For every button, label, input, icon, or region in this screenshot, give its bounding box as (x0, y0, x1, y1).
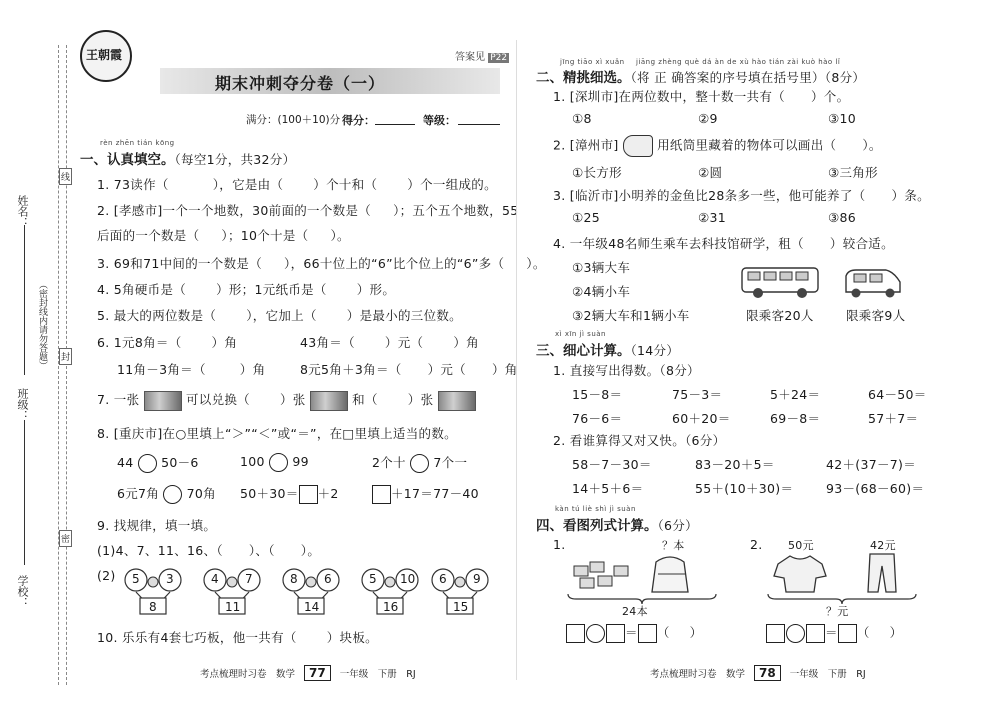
q-text: ）、（ (248, 543, 275, 558)
heading-note: （6分） (657, 518, 698, 533)
calc-item[interactable]: 75－3＝ (672, 387, 723, 402)
problem-1-unknown: ？本 (662, 539, 685, 552)
option-2-3-a[interactable]: ①25 (572, 210, 601, 225)
flower-right-number: 6 (324, 572, 332, 586)
q-text: 7个一 (433, 455, 468, 470)
answer-page-badge: P22 (490, 53, 508, 63)
flower-right-number: 3 (166, 572, 174, 586)
answer-box[interactable] (638, 624, 657, 643)
q-text: 3. 69和71中间的一个数是（ (97, 256, 263, 271)
operator-circle[interactable] (586, 624, 605, 643)
flower-left-number: 6 (439, 572, 447, 586)
q-text: ）形。 (356, 282, 396, 297)
q-text: 2. [孝感市]一个一个地数，30前面的一个数是（ (97, 203, 372, 218)
problem-2-price-a: 50元 (788, 539, 814, 552)
flower-sum-number: 14 (304, 600, 320, 614)
flower-left-number: 5 (132, 572, 140, 586)
flower-sum-number: 15 (453, 600, 469, 614)
calc-item[interactable]: 15－8＝ (572, 387, 623, 402)
heading-note: （14分） (630, 343, 680, 358)
option-2-3-b[interactable]: ②31 (698, 210, 727, 225)
q-text: 10. 乐乐有4套七巧板，他一共有（ (97, 630, 297, 645)
answer-box[interactable] (566, 624, 585, 643)
school-label: 学校： (16, 575, 29, 608)
calc-item[interactable]: 57＋7＝ (868, 411, 919, 426)
answer-box[interactable] (372, 485, 391, 504)
bus-capacity: 限乘客20人 (746, 308, 814, 323)
question-1-9: 9. 找规律，填一填。 (97, 518, 217, 533)
section-2-heading (536, 66, 865, 86)
q-text: 44 (117, 455, 134, 470)
compare-row-1c (372, 453, 467, 473)
q-text: ）。 (300, 543, 321, 558)
binding-line (58, 45, 59, 685)
heading-text: 三、细心计算。 (536, 343, 631, 359)
q-text: 6元7角 (117, 486, 160, 501)
question-1-5 (97, 306, 462, 324)
q-text: 4. 5角硬币是（ (97, 282, 187, 297)
problem-1-equation: ＝ （ ） (566, 623, 702, 643)
question-1-9-1 (97, 541, 320, 559)
question-1-10 (97, 628, 378, 646)
calc-item[interactable]: 58－7－30＝ (572, 457, 652, 472)
question-1-8: 8. [重庆市]在○里填上“＞”“＜”或“＝”，在□里填上适当的数。 (97, 426, 457, 441)
flower-right-number: 7 (245, 572, 253, 586)
name-blank (24, 225, 26, 375)
flower-left-number: 5 (369, 572, 377, 586)
q-text: ）较合适。 (829, 236, 894, 251)
grade-label: 等级： (423, 114, 456, 127)
seal-mark: 密 (59, 530, 72, 547)
compare-row-1b (240, 453, 309, 472)
section-4-heading (536, 514, 698, 534)
q-text: 2. [漳州市] (553, 137, 619, 153)
question-2-3 (553, 186, 930, 204)
question-1-1 (97, 175, 497, 193)
option-2-1-b[interactable]: ②9 (698, 111, 718, 126)
question-1-2 (97, 201, 519, 219)
sub-question-3-1: 1. 直接写出得数。（8分） (553, 363, 700, 378)
section-1-heading (80, 148, 295, 168)
question-2-4 (553, 234, 894, 252)
operator-circle[interactable] (786, 624, 805, 643)
q-text: ）。 (330, 228, 350, 243)
q-text: ＋17＝77－40 (391, 486, 479, 501)
question-1-6a (97, 333, 237, 351)
q-text: 4. 一年级48名师生乘车去科技馆研学，租（ (553, 236, 804, 251)
question-1-6d (300, 360, 518, 378)
problem-1-total: 24本 (622, 605, 648, 618)
pinyin: rèn zhēn tián kōng (100, 139, 175, 147)
q-text: 50－6 (161, 455, 199, 470)
calc-item[interactable]: 64－50＝ (868, 387, 927, 402)
class-label: 班级： (16, 388, 29, 421)
question-1-6c (117, 360, 265, 378)
q-text: ）张 (407, 392, 434, 407)
q-text: 可以兑换（ (185, 392, 250, 407)
compare-row-2 (117, 484, 216, 504)
q-text: 3. [临沂市]小明养的金鱼比28条多一些，他可能养了（ (553, 188, 866, 203)
option-2-1-a[interactable]: ①8 (572, 111, 592, 126)
calc-item[interactable]: 69－8＝ (770, 411, 821, 426)
banknote-10-icon (438, 391, 476, 411)
compare-row-2b (240, 484, 339, 504)
q-text: ）角 (453, 335, 479, 350)
q-text: 6. 1元8角＝（ (97, 335, 182, 350)
q-text: ）个一组成的。 (407, 177, 497, 192)
section-3-heading (536, 339, 679, 359)
class-blank (24, 420, 26, 565)
page-number: 78 (754, 665, 781, 681)
problem-1-number: 1. (553, 537, 566, 552)
flower-left-number: 8 (290, 572, 298, 586)
answer-box[interactable] (299, 485, 318, 504)
q-text: ）角 (239, 362, 266, 377)
answer-box[interactable] (838, 624, 857, 643)
bus-icon (738, 262, 828, 302)
page-title: 期末冲刺夺分卷（一） (215, 74, 386, 93)
question-2-1 (553, 87, 849, 105)
footer-text: 考点梳理时习卷 数学 (650, 669, 746, 680)
option-2-3-c[interactable]: ③86 (828, 210, 857, 225)
q-text: 2个十 (372, 455, 406, 470)
banknote-50-icon (310, 391, 348, 411)
calc-item[interactable]: 5＋24＝ (770, 387, 821, 402)
heading-note: （将 正 确答案的序号填在括号里）（8分） (630, 70, 866, 85)
q-text: 8元5角＋3角＝（ (300, 362, 402, 377)
q-text: ），它是由（ (212, 177, 284, 192)
q-text: ），66十位上的“6”比个位上的“6”多（ (284, 256, 505, 271)
option-2-1-c[interactable]: ③10 (828, 111, 857, 126)
q-text: 1. 73读作（ (97, 177, 169, 192)
name-label: 姓名： (16, 195, 29, 228)
question-1-9-2: (2) (97, 568, 116, 583)
q-text: 后面的一个数是（ (97, 228, 200, 243)
q-text: ），它加上（ (246, 308, 317, 323)
q-text: (1)4、7、11、16、（ (97, 543, 223, 558)
flower-left-number: 4 (211, 572, 219, 586)
q-text: 43角＝（ (300, 335, 355, 350)
problem-2-total: ？元 (826, 605, 849, 618)
compare-circle[interactable] (138, 454, 157, 473)
question-1-7 (97, 390, 476, 411)
van-icon (840, 266, 906, 302)
q-text: ）个。 (810, 89, 850, 104)
question-1-2-cont (97, 226, 350, 244)
option-2-2-a[interactable]: ①长方形 (572, 165, 622, 180)
seal-mark: 封 (59, 348, 72, 365)
q-text: ）。 (862, 137, 882, 153)
q-text: ）角 (491, 362, 518, 377)
footer-text: 考点梳理时习卷 数学 (200, 669, 296, 680)
score-blank[interactable] (375, 124, 415, 125)
q-text: ）。 (526, 256, 546, 271)
heading-text: 二、精挑细选。 (536, 70, 631, 86)
calc-item[interactable]: 42＋(37－7)＝ (826, 457, 917, 472)
option-2-2-b[interactable]: ②圆 (698, 165, 723, 180)
answer-ref-text: 答案见 (455, 52, 485, 63)
q-text: 和（ (352, 392, 378, 407)
page-number: 77 (304, 665, 331, 681)
van-capacity: 限乘客9人 (846, 308, 906, 323)
footer-text: 一年级 下册 RJ (789, 669, 866, 680)
q-text: ）个十和（ (313, 177, 378, 192)
calc-item[interactable]: 14＋5＋6＝ (572, 481, 644, 496)
pinyin: kàn tú liè shì jì suàn (555, 505, 636, 513)
answer-box[interactable] (606, 624, 625, 643)
question-1-3 (97, 254, 546, 272)
heading-note: （每空1分，共32分） (174, 152, 296, 167)
q-text: 用纸筒里藏着的物体可以画出（ (657, 137, 837, 153)
problem-2-equation: ＝ （ ） (766, 623, 902, 643)
seal-mark: 线 (59, 168, 72, 185)
flower-right-number: 9 (473, 572, 481, 586)
score-line: 满分：(100＋10)分 (246, 114, 341, 126)
q-text: ）；10个十是（ (221, 228, 309, 243)
page-divider (516, 40, 517, 680)
question-1-4 (97, 280, 395, 298)
option-2-4-a[interactable]: ①3辆大车 (572, 260, 631, 275)
footer-left (200, 665, 416, 681)
compare-circle[interactable] (410, 454, 429, 473)
pinyin: xì xīn jì suàn (555, 330, 606, 338)
problem-2-number: 2. (750, 537, 763, 552)
q-text: 11角－3角＝（ (117, 362, 206, 377)
q-text: ）形；1元纸币是（ (216, 282, 327, 297)
option-2-2-c[interactable]: ③三角形 (828, 165, 878, 180)
pinyin: jīng tiāo xì xuǎn (560, 58, 625, 66)
q-text: ）条。 (891, 188, 930, 203)
heading-text: 一、认真填空。 (80, 152, 175, 168)
flower-sum-number: 11 (225, 600, 241, 614)
heading-text: 四、看图列式计算。 (536, 518, 658, 534)
pinyin: jiāng zhèng què dá àn de xù hào tián zài kuò hào lǐ (636, 58, 841, 66)
calc-item[interactable]: 55＋(10＋30)＝ (695, 481, 794, 496)
calc-item[interactable]: 76－6＝ (572, 411, 623, 426)
q-text: ）块板。 (326, 630, 378, 645)
binding-line (66, 45, 67, 685)
problem-2-price-b: 42元 (870, 539, 896, 552)
q-text: 7. 一张 (97, 392, 140, 407)
calc-item[interactable]: 60＋20＝ (672, 411, 731, 426)
compare-circle[interactable] (269, 453, 288, 472)
answer-box[interactable] (806, 624, 825, 643)
option-2-4-b[interactable]: ②4辆小车 (572, 284, 631, 299)
seal-note: （密封线内请勿答题） (37, 280, 47, 370)
q-text: ）元（ (427, 362, 466, 377)
sweater-and-pants-icon (770, 552, 910, 596)
q-text: ）；五个五个地数，55 (393, 203, 519, 218)
option-2-4-c[interactable]: ③2辆大车和1辆小车 (572, 308, 690, 323)
calc-item[interactable]: 83－20＋5＝ (695, 457, 775, 472)
brand-logo (80, 30, 132, 82)
flower-right-number: 10 (400, 572, 416, 586)
q-text: ＋2 (317, 486, 339, 501)
banknote-100-icon (144, 391, 182, 411)
q-text: 5. 最大的两位数是（ (97, 308, 217, 323)
q-text: ）是最小的三位数。 (346, 308, 462, 323)
question-1-6b (300, 333, 479, 351)
answer-ref (455, 48, 509, 63)
q-text: 1. [深圳市]在两位数中，整十数一共有（ (553, 89, 785, 104)
q-text: ）元（ (384, 335, 424, 350)
compare-row-1 (117, 453, 199, 473)
books-and-bag-icon (570, 552, 710, 596)
flower-sum-number: 16 (383, 600, 399, 614)
q-text: 70角 (186, 486, 216, 501)
paper-tube-icon (623, 135, 653, 157)
q-text: 50＋30＝ (240, 486, 299, 501)
calc-item[interactable]: 93－(68－60)＝ (826, 481, 925, 496)
answer-box[interactable] (766, 624, 785, 643)
flower-sum-number: 8 (149, 600, 157, 614)
grade-blank[interactable] (458, 124, 500, 125)
q-text: ）张 (279, 392, 306, 407)
question-2-2 (553, 135, 882, 157)
compare-circle[interactable] (163, 485, 182, 504)
sub-question-3-2: 2. 看谁算得又对又快。（6分） (553, 433, 726, 448)
footer-right (650, 665, 866, 681)
compare-row-2c (372, 484, 479, 504)
q-text: 99 (292, 454, 309, 469)
footer-text: 一年级 下册 RJ (339, 669, 416, 680)
score-label: 得分： (342, 114, 375, 127)
q-text: ）角 (211, 335, 238, 350)
logo-text: 王朝霞 (86, 48, 123, 62)
q-text: 100 (240, 454, 265, 469)
